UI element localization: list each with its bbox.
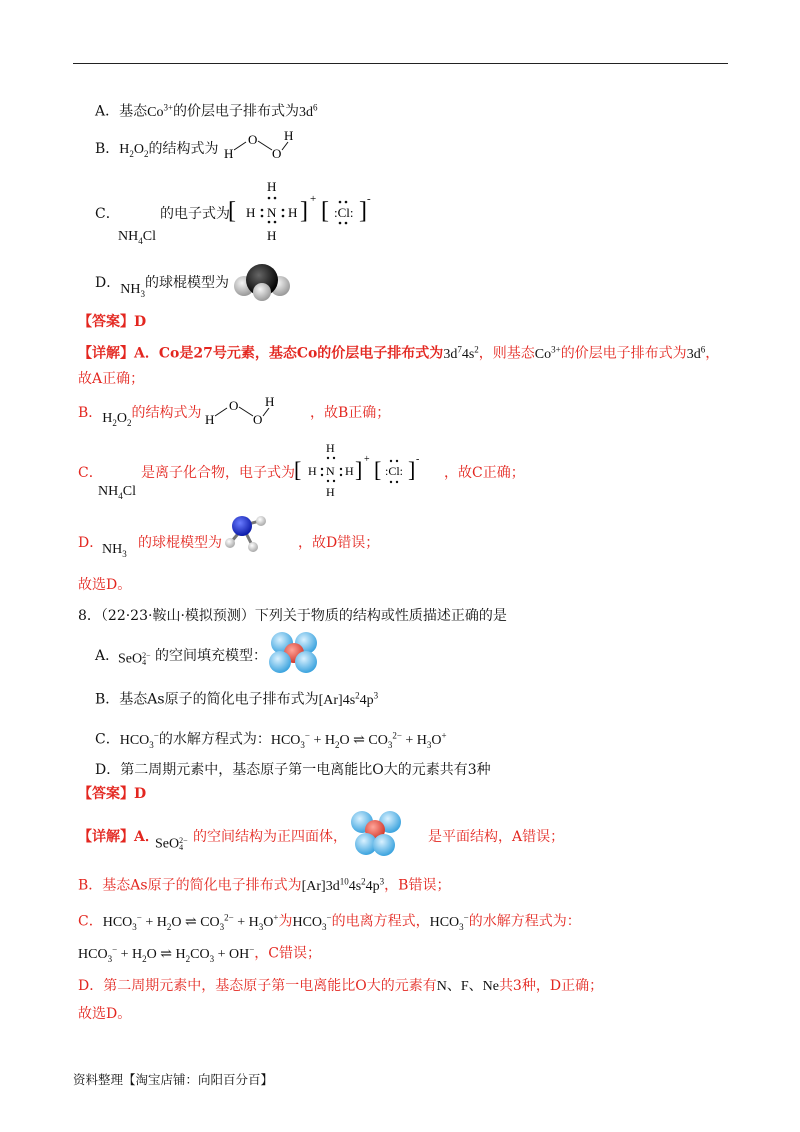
svg-text:H: H [265,394,275,409]
h2o2-formula: $H_2O_2$ [119,142,149,159]
svg-text:O: O [253,412,263,427]
q8-option-c-text: 的水解方程式为： [158,731,271,748]
q7-detail-c-text: 是离子化合物，电子式为 [141,465,295,481]
seo4-ion-detail: SeO 2− 4 [155,836,188,853]
q7-detail-a-conclusion: 故A正确； [78,371,145,387]
svg-text:+: + [364,454,370,465]
q8-option-a-prefix: A． [95,648,120,664]
svg-text:-: - [367,193,371,205]
as-config: $[Ar]4s^24p^3$ [318,690,379,708]
q8-stem-text: 下列关于物质的结构或性质描述正确的是 [254,608,507,624]
co-ion: $Co^{3+}$ [147,102,174,120]
option-c-prefix: C． [95,206,120,222]
option-a-text: 的价层电子排布式为 [173,103,300,120]
svg-text:H: H [326,441,335,455]
q8-option-b-text: B．基态As原子的简化电子排布式为 [95,691,319,708]
nh4cl-electron-diagram [228,176,373,246]
q8-stem [78,609,507,623]
svg-text:N: N [267,205,277,220]
q8-detail-d-text: D．第二周期元素中，基态原子第一电离能比O大的元素有 [78,978,437,994]
svg-text:]: ] [300,198,308,224]
hco3-ion-detail-2: $HCO_3^-$ [429,912,469,932]
option-b-prefix: B． [95,141,120,157]
svg-text:-: - [416,454,420,465]
nh3-formula-detail: $NH_3$ [102,542,127,559]
q8-detail-a-prefix: 【详解】A． [78,829,159,845]
option-b-text: 的结构式为 [148,141,219,157]
nh4cl-formula-detail: $NH_4Cl$ [98,484,136,501]
nh3-formula: $NH_3$ [120,282,145,299]
q8-detail-c-wei: 为 [278,913,293,930]
co3-config: $3d^6$ [686,344,706,362]
co-config-3d7-4s2: $3d^74s^2$ [443,344,479,362]
q7-option-a [95,103,318,120]
svg-text:H: H [205,412,215,427]
q7-option-d [95,275,229,299]
svg-text:H: H [308,464,317,478]
q7-detail-c-prefix: C． [78,465,103,481]
hco3-ion: $HCO_3^-$ [119,730,159,750]
h2o2-formula-detail: $H_2O_2$ [102,411,132,428]
q8-detail-c-hydrolysis-text: 的水解方程式为： [468,913,581,930]
svg-text:[: [ [228,198,236,224]
q8-detail-d-elements: N、F、Ne [436,979,499,994]
page-footer: 资料整理【淘宝店铺：向阳百分百】 [73,1072,274,1087]
q8-detail-c-line2 [78,945,321,963]
q7-detail-b-conclusion: ，故B正确； [310,405,391,421]
hco3-hydrolysis-equation: $HCO_3^- + H_2O$ ⇌ $H_2CO_3 + OH^-$ [78,944,255,964]
svg-text:H: H [345,464,354,478]
svg-text:[: [ [321,198,329,224]
q7-option-b [95,142,219,159]
q8-detail-b-conclusion: ，B错误； [384,877,451,894]
header-rule [73,63,728,64]
seo4-ion: SeO 2− 4 [118,651,151,668]
q7-detail-d-prefix: D． [78,535,104,551]
q8-option-d: D．第二周期元素中，基态原子第一电离能比O大的元素共有3种 [95,762,491,778]
q7-detail-a [78,345,719,362]
svg-text:O: O [272,146,282,161]
hco3-ion-detail: $HCO_3^-$ [292,912,332,932]
q8-detail-c [78,913,581,931]
nh4cl-electron-detail [294,440,424,500]
svg-text:H: H [267,179,277,194]
svg-text:H: H [284,128,294,143]
q7-answer-label: 【答案】D [78,314,147,330]
seo4-tetrahedral-model [348,808,404,856]
svg-text:[: [ [374,457,382,482]
q8-detail-a-conclusion: 是平面结构，A错误； [428,829,565,845]
svg-text:H: H [288,205,298,220]
detail-a-text: 【详解】A．Co是27号元素，基态Co的价层电子排布式为 [78,345,444,362]
electron-config: $3d^6$ [299,102,318,120]
q7-option-c [95,207,120,221]
option-a-prefix: A．基态 [95,103,148,120]
q8-detail-b [78,877,450,894]
q8-source: （22·23·鞍山·模拟预测） [100,608,255,624]
q8-detail-d [78,979,603,994]
hco3-ionization-equation: $HCO_3^- + H_2O$ ⇌ $CO_3^{2-} + H_3O^+$ [102,912,279,932]
q8-option-b [95,691,378,708]
svg-text:H: H [246,205,256,220]
svg-text::Cl:: :Cl: [385,464,404,478]
detail-b-prefix: B． [78,405,103,421]
q8-detail-d-conclusion: 共3种，D正确； [498,978,604,994]
q8-final-choice: 故选D。 [78,1006,132,1022]
detail-a-comma: ， [705,345,720,362]
q7-final-choice: 故选D。 [78,577,132,593]
q8-option-a-text: 的空间填充模型： [155,648,267,664]
svg-text:]: ] [408,457,416,482]
option-d-text: 的球棍模型为 [144,275,229,291]
q7-detail-c-conclusion: ，故C正确； [444,465,525,481]
hco3-equation: $HCO_3^- + H_2O$ ⇌ $CO_3^{2-} + H_3O^+$ [270,730,447,750]
svg-text:O: O [229,398,239,413]
svg-text:H: H [224,146,234,161]
detail-b-text: 的结构式为 [131,405,202,421]
detail-a-then: ，则基态 [478,345,535,362]
svg-text::Cl:: :Cl: [334,205,354,220]
seo4-space-filling-model [266,630,322,676]
q7-detail-b [78,405,202,428]
svg-text:N: N [326,464,335,478]
svg-text:O: O [248,132,258,147]
nh3-ball-model-black [231,262,293,302]
co3-ion: $Co^{3+}$ [534,344,561,362]
q8-number: 8． [78,608,101,624]
svg-text:H: H [326,485,335,499]
q8-detail-b-text: B．基态As原子的简化电子排布式为 [78,877,302,894]
svg-text:]: ] [355,457,363,482]
h2o2-structure-detail [203,394,275,428]
option-d-prefix: D． [95,275,121,291]
svg-text:H: H [267,228,277,243]
q8-detail-c-conclusion: ，C错误； [254,945,321,962]
q7-detail-d-text: 的球棍模型为 [138,535,222,551]
detail-a-config-text: 的价层电子排布式为 [560,345,687,362]
svg-text:[: [ [294,457,302,482]
q8-detail-c-ionization-text: 的电离方程式， [331,913,430,930]
nh3-ball-stick-model [214,511,272,555]
option-c-text: 的电子式为 [160,206,230,222]
q8-detail-a-text: 的空间结构为正四面体， [193,829,347,845]
nh4cl-formula: $NH_4Cl$ [118,229,156,246]
q8-option-c-prefix: C． [95,731,120,748]
as-config-detail: $[Ar]3d^{10}4s^24p^3$ [301,876,385,894]
svg-text:+: + [310,193,317,205]
q8-option-c [95,731,447,749]
svg-text:]: ] [359,198,367,224]
q8-detail-c-prefix: C． [78,913,103,930]
h2o2-structure-diagram [222,128,294,162]
q8-answer-label: 【答案】D [78,786,147,802]
q7-detail-d-conclusion: ，故D错误； [298,535,380,551]
